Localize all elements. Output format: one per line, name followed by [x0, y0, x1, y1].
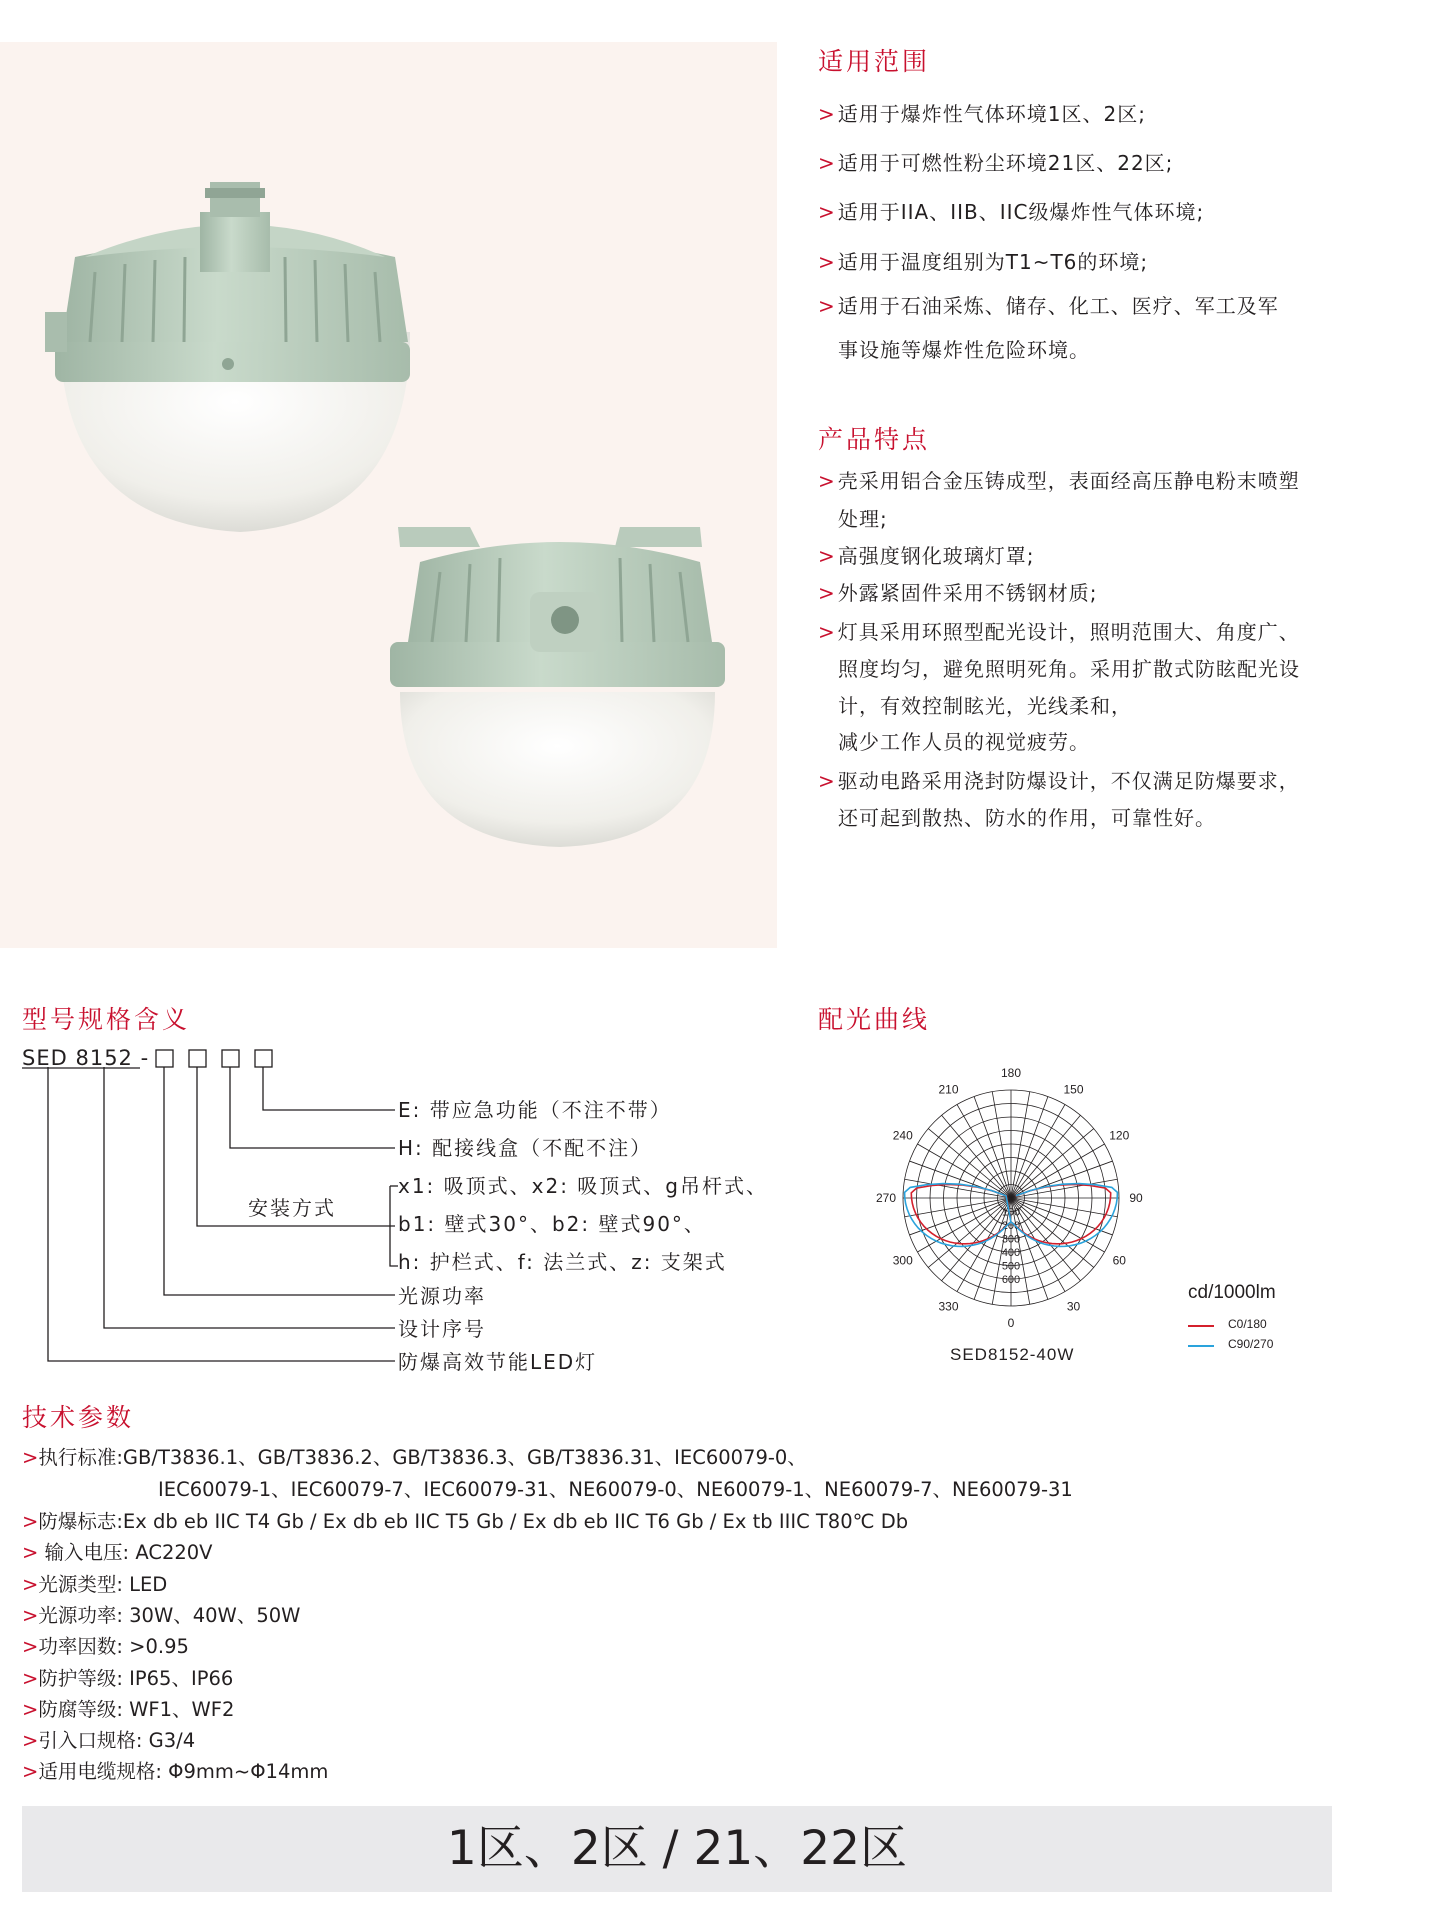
- model-install-options-2: b1: 壁式30°、b2: 壁式90°、: [398, 1212, 706, 1236]
- polar-angle-label: 0: [1007, 1316, 1015, 1330]
- feature-item-continuation: 计，有效控制眩光，光线柔和，: [838, 694, 1132, 718]
- spec-exmark: >防爆标志:Ex db eb IIC T4 Gb / Ex db eb IIC T5 Gb / Ex db eb IIC T6 Gb / Ex tb IIIC T80℃ Db: [22, 1510, 909, 1533]
- polar-angle-label: 60: [1112, 1253, 1126, 1268]
- polar-radial-label: 400: [1001, 1247, 1021, 1259]
- scope-item-continuation: 事设施等爆炸性危险环境。: [838, 338, 1090, 362]
- polar-angle-label: 150: [1063, 1082, 1084, 1097]
- spec-cable: >适用电缆规格: Φ9mm~Φ14mm: [22, 1760, 329, 1783]
- feature-item: > 灯具采用环照型配光设计，照明范围大、角度广、: [818, 620, 1300, 644]
- model-code-number: 8152: [75, 1046, 133, 1070]
- polar-radial-label: 200: [1001, 1220, 1021, 1232]
- product-photo-panel: [0, 42, 777, 948]
- spec-entry: >引入口规格: G3/4: [22, 1729, 196, 1752]
- polar-radial-label: 500: [1001, 1260, 1021, 1273]
- polar-radial-label: 100: [1001, 1206, 1021, 1219]
- legend-c0-label: C0/180: [1228, 1317, 1267, 1331]
- polar-angle-label: 270: [875, 1191, 897, 1205]
- model-label-emergency: E: 带应急功能（不注不带）: [398, 1098, 672, 1122]
- footer-zones: 1区、2区 / 21、22区: [446, 1821, 908, 1876]
- polar-angle-label: 30: [1066, 1299, 1081, 1314]
- scope-item: > 适用于IIA、IIB、IIC级爆炸性气体环境;: [818, 200, 1205, 224]
- feature-item: > 高强度钢化玻璃灯罩;: [818, 544, 1035, 568]
- spec-standard-cont: IEC60079-1、IEC60079-7、IEC60079-31、NE60079-0、NE60079-1、NE60079-7、NE60079-31: [158, 1478, 1073, 1501]
- feature-item-continuation: 处理;: [838, 507, 888, 531]
- scope-item: > 适用于石油采炼、储存、化工、医疗、军工及军: [818, 294, 1279, 318]
- spec-wf: >防腐等级: WF1、WF2: [22, 1698, 235, 1721]
- spec-pf: >功率因数: >0.95: [22, 1635, 189, 1658]
- model-install-options-3: h: 护栏式、f: 法兰式、z: 支架式: [398, 1250, 727, 1274]
- legend-c90-swatch: [1188, 1345, 1214, 1347]
- specs-title: 技术参数: [22, 1403, 135, 1432]
- model-title: 型号规格含义: [22, 1005, 191, 1034]
- feature-item: > 壳采用铝合金压铸成型，表面经高压静电粉末喷塑: [818, 469, 1300, 493]
- polar-angle-label: 240: [892, 1128, 913, 1143]
- polar-angle-label: 330: [938, 1299, 959, 1314]
- polar-angle-label: 180: [1000, 1066, 1022, 1080]
- scope-title: 适用范围: [818, 47, 931, 76]
- legend-c90-label: C90/270: [1228, 1337, 1274, 1351]
- polar-angle-label: 120: [1109, 1128, 1130, 1143]
- spec-standard: >执行标准:GB/T3836.1、GB/T3836.2、GB/T3836.3、GB/T3836.31、IEC60079-0、: [22, 1446, 807, 1469]
- scope-item: > 适用于爆炸性气体环境1区、2区;: [818, 102, 1146, 126]
- feature-item: > 外露紧固件采用不锈钢材质;: [818, 581, 1098, 605]
- feature-item-continuation: 减少工作人员的视觉疲劳。: [838, 730, 1090, 754]
- model-slot-box: [156, 1050, 173, 1067]
- curve-title: 配光曲线: [818, 1005, 931, 1034]
- feature-item-continuation: 还可起到散热、防水的作用，可靠性好。: [838, 806, 1216, 830]
- model-slot-box: [255, 1050, 272, 1067]
- polar-angle-label: 90: [1129, 1191, 1143, 1205]
- spec-power: >光源功率: 30W、40W、50W: [22, 1604, 301, 1627]
- spec-ip: >防护等级: IP65、IP66: [22, 1667, 234, 1690]
- feature-item-continuation: 照度均匀，避免照明死角。采用扩散式防眩配光设: [838, 657, 1300, 681]
- lamp-ceiling-image: [390, 527, 725, 847]
- curve-caption: SED8152-40W: [950, 1345, 1075, 1364]
- model-code-dash: -: [140, 1046, 150, 1070]
- polar-curve-chart: [870, 1055, 1170, 1345]
- model-label-power: 光源功率: [398, 1284, 486, 1308]
- features-title: 产品特点: [818, 425, 931, 454]
- lamp-pendant-image: [45, 182, 410, 532]
- model-install-options-1: x1: 吸顶式、x2: 吸顶式、g吊杆式、: [398, 1174, 769, 1198]
- polar-radial-label: 300: [1001, 1233, 1021, 1246]
- model-label-install: 安装方式: [248, 1196, 336, 1220]
- scope-item: > 适用于温度组别为T1~T6的环境;: [818, 250, 1149, 274]
- model-label-product: 防爆高效节能LED灯: [398, 1350, 598, 1374]
- scope-item: > 适用于可燃性粉尘环境21区、22区;: [818, 151, 1174, 175]
- feature-item: > 驱动电路采用浇封防爆设计，不仅满足防爆要求，: [818, 769, 1300, 793]
- polar-angle-label: 210: [938, 1082, 959, 1097]
- legend-c0-swatch: [1188, 1325, 1214, 1327]
- spec-voltage: > 输入电压: AC220V: [22, 1541, 213, 1564]
- polar-radial-label: 600: [1001, 1274, 1021, 1286]
- model-code-prefix: SED: [22, 1046, 68, 1070]
- model-label-junction: H: 配接线盒（不配不注）: [398, 1136, 653, 1160]
- polar-angle-label: 300: [892, 1253, 913, 1268]
- model-slot-box: [189, 1050, 206, 1067]
- model-slot-box: [222, 1050, 239, 1067]
- spec-source: >光源类型: LED: [22, 1573, 168, 1596]
- curve-unit: cd/1000lm: [1188, 1282, 1276, 1303]
- lamp-images: [0, 42, 777, 948]
- model-label-serial: 设计序号: [398, 1317, 486, 1341]
